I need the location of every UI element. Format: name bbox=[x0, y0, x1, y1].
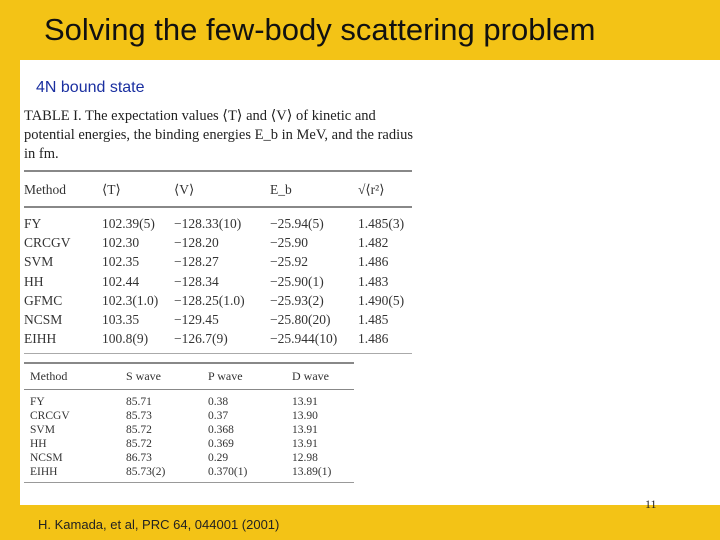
table-row bbox=[24, 451, 354, 465]
energy-table-header: E_b bbox=[270, 171, 358, 207]
citation: H. Kamada, et al, PRC 64, 044001 (2001) bbox=[38, 517, 280, 532]
energy-table-header: Method bbox=[24, 171, 102, 207]
table-cell: SVM bbox=[30, 424, 55, 436]
table-cell: −25.94(5) bbox=[270, 216, 324, 231]
table-cell: CRCGV bbox=[30, 410, 70, 422]
table-cell: −128.25(1.0) bbox=[174, 292, 245, 308]
table-cell: 13.91 bbox=[292, 424, 318, 436]
table-cell: 85.73 bbox=[126, 410, 152, 422]
table-cell: −25.92 bbox=[270, 254, 308, 270]
table-cell: −25.90 bbox=[270, 235, 308, 251]
energy-table bbox=[24, 170, 412, 354]
table-row bbox=[24, 310, 412, 329]
table-row bbox=[24, 409, 354, 423]
table-cell: 1.485 bbox=[358, 311, 389, 327]
left-accent-bar bbox=[0, 60, 20, 540]
table-cell: NCSM bbox=[30, 452, 63, 464]
table-row bbox=[24, 465, 354, 483]
table-row bbox=[24, 330, 412, 354]
table-cell: FY bbox=[24, 216, 42, 231]
table-cell: 13.91 bbox=[292, 438, 318, 450]
table-cell: 100.8(9) bbox=[102, 331, 149, 347]
table-cell: −128.34 bbox=[174, 273, 219, 289]
table-row bbox=[24, 234, 412, 253]
table-row bbox=[24, 291, 412, 310]
table-cell: 86.73 bbox=[126, 452, 152, 464]
table-cell: GFMC bbox=[24, 292, 63, 308]
table-cell: −128.33(10) bbox=[174, 216, 242, 231]
table-row bbox=[24, 253, 412, 272]
table-cell: −25.90(1) bbox=[270, 273, 324, 289]
table-cell: 0.369 bbox=[208, 438, 234, 450]
table-cell: 85.73(2) bbox=[126, 466, 166, 478]
table-caption: TABLE I. The expectation values ⟨T⟩ and ⟨V⟩ of kinetic and potential energies, the binding energies E_b in MeV, and the radius in fm. bbox=[24, 108, 414, 162]
table-cell: CRCGV bbox=[24, 235, 71, 251]
wave-table-header-row bbox=[24, 363, 354, 390]
table-cell: 102.3(1.0) bbox=[102, 292, 159, 308]
table-cell: 0.37 bbox=[208, 410, 229, 422]
table-cell: 1.485(3) bbox=[358, 216, 405, 231]
table-cell: 0.368 bbox=[208, 424, 234, 436]
table-cell: −126.7(9) bbox=[174, 331, 228, 347]
table-cell: HH bbox=[30, 438, 47, 450]
table-cell: 1.483 bbox=[358, 273, 389, 289]
table-cell: 1.482 bbox=[358, 235, 389, 251]
table-row bbox=[24, 437, 354, 451]
table-cell: 102.44 bbox=[102, 273, 140, 289]
table-row bbox=[24, 390, 354, 410]
table-cell: EIHH bbox=[24, 331, 57, 347]
table-cell: 0.38 bbox=[208, 396, 229, 408]
table-row bbox=[24, 272, 412, 291]
table-row bbox=[24, 423, 354, 437]
table-cell: −25.944(10) bbox=[270, 331, 338, 347]
table-cell: 1.490(5) bbox=[358, 292, 405, 308]
table-cell: FY bbox=[30, 396, 45, 408]
table-cell: 102.35 bbox=[102, 254, 140, 270]
energy-table-header: ⟨T⟩ bbox=[102, 171, 174, 207]
wave-table-header: Method bbox=[24, 363, 120, 390]
wave-table-header: D wave bbox=[286, 363, 354, 390]
table-cell: EIHH bbox=[30, 466, 58, 478]
table-row bbox=[24, 207, 412, 234]
table-cell: SVM bbox=[24, 254, 54, 270]
table-cell: −128.20 bbox=[174, 235, 219, 251]
table-cell: −25.93(2) bbox=[270, 292, 324, 308]
page-number: 11 bbox=[645, 497, 657, 511]
table-cell: 85.72 bbox=[126, 424, 152, 436]
wave-table-header: P wave bbox=[202, 363, 286, 390]
table-cell: NCSM bbox=[24, 311, 63, 327]
table-cell: 102.30 bbox=[102, 235, 140, 251]
wave-table-header: S wave bbox=[120, 363, 202, 390]
table-cell: −25.80(20) bbox=[270, 311, 331, 327]
wave-probability-table bbox=[24, 362, 354, 483]
table-cell: 1.486 bbox=[358, 254, 389, 270]
table-cell: 12.98 bbox=[292, 452, 318, 464]
table-cell: 85.72 bbox=[126, 438, 152, 450]
slide-subtitle: 4N bound state bbox=[36, 79, 145, 96]
table-cell: −128.27 bbox=[174, 254, 219, 270]
table-cell: 0.370(1) bbox=[208, 466, 248, 478]
table-cell: 1.486 bbox=[358, 331, 389, 347]
table-cell: 13.89(1) bbox=[292, 466, 332, 478]
table-cell: HH bbox=[24, 273, 44, 289]
energy-table-header: ⟨V⟩ bbox=[174, 171, 270, 207]
energy-table-header: √⟨r²⟩ bbox=[358, 171, 412, 207]
table-cell: 103.35 bbox=[102, 311, 140, 327]
energy-table-header-row bbox=[24, 171, 412, 207]
table-cell: 102.39(5) bbox=[102, 216, 155, 231]
table-cell: 13.91 bbox=[292, 396, 318, 408]
table-cell: −129.45 bbox=[174, 311, 219, 327]
table-cell: 85.71 bbox=[126, 396, 152, 408]
table-cell: 0.29 bbox=[208, 452, 229, 464]
table-cell: 13.90 bbox=[292, 410, 318, 422]
slide-title: Solving the few-body scattering problem bbox=[44, 12, 596, 47]
